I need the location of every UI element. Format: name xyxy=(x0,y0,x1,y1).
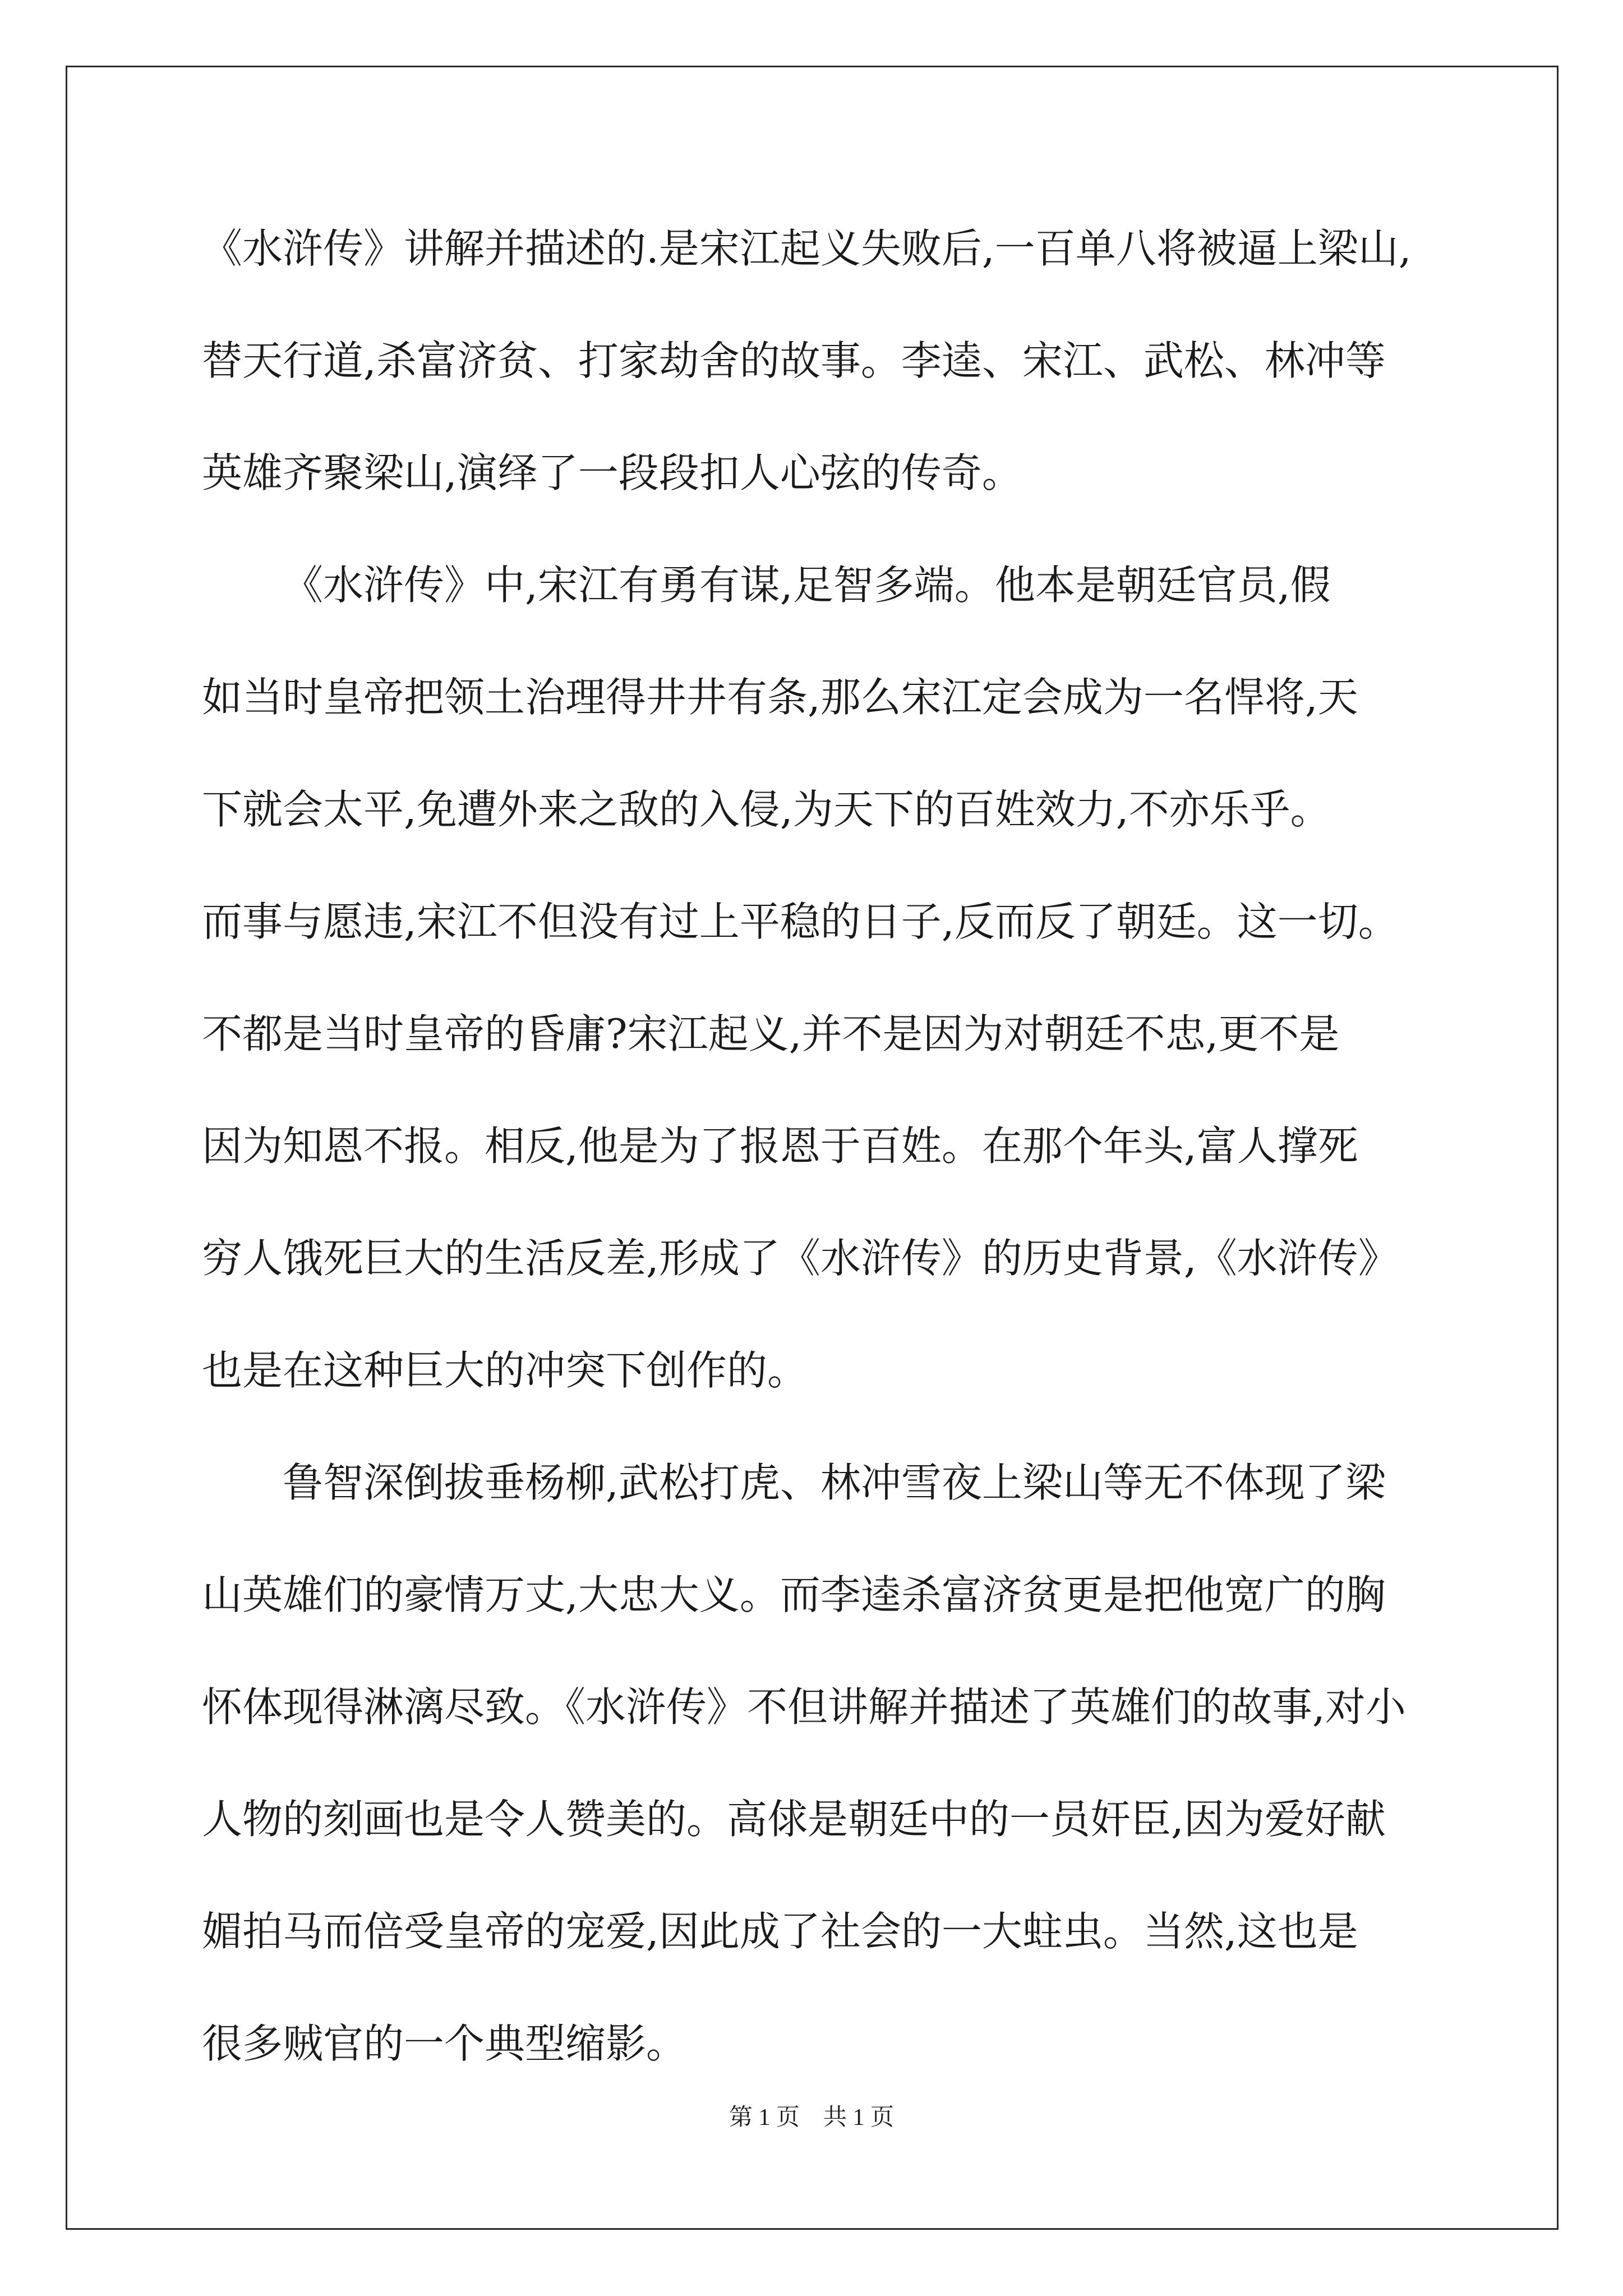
paragraph-2-line-5: 不都是当时皇帝的昏庸?宋江起义,并不是因为对朝廷不忠,更不是 xyxy=(202,1010,1340,1057)
paragraph-3-line-3: 怀体现得淋漓尽致。《水浒传》不但讲解并描述了英雄们的故事,对小 xyxy=(202,1683,1406,1731)
paragraph-1-line-3: 英雄齐聚梁山,演绎了一段段扣人心弦的传奇。 xyxy=(202,449,1022,496)
paragraph-1-line-1: 《水浒传》讲解并描述的.是宋江起义失败后,一百单八将被逼上梁山, xyxy=(202,225,1412,272)
paragraph-3-line-5: 媚拍马而倍受皇帝的宠爱,因此成了社会的一大蛀虫。当然,这也是 xyxy=(202,1908,1358,1955)
paragraph-2-line-4: 而事与愿违,宋江不但没有过上平稳的日子,反而反了朝廷。这一切。 xyxy=(202,898,1399,945)
paragraph-2-line-3: 下就会太平,免遭外来之敌的入侵,为天下的百姓效力,不亦乐乎。 xyxy=(202,786,1331,833)
paragraph-2-line-8: 也是在这种巨大的冲突下创作的。 xyxy=(202,1347,808,1394)
paragraph-2-line-2: 如当时皇帝把领土治理得井井有条,那么宋江定会成为一名悍将,天 xyxy=(202,674,1358,721)
paragraph-3-line-6: 很多贼官的一个典型缩影。 xyxy=(202,2020,687,2067)
paragraph-2-line-1: 《水浒传》中,宋江有勇有谋,足智多端。他本是朝廷官员,假 xyxy=(283,562,1331,609)
paragraph-2-line-6: 因为知恩不报。相反,他是为了报恩于百姓。在那个年头,富人撑死 xyxy=(202,1122,1358,1170)
paragraph-3-line-2: 山英雄们的豪情万丈,大忠大义。而李逵杀富济贫更是把他宽广的胸 xyxy=(202,1571,1386,1618)
paragraph-3-line-1: 鲁智深倒拔垂杨柳,武松打虎、林冲雪夜上梁山等无不体现了梁 xyxy=(283,1459,1386,1506)
paragraph-2-line-7: 穷人饿死巨大的生活反差,形成了《水浒传》的历史背景,《水浒传》 xyxy=(202,1235,1399,1282)
paragraph-3-line-4: 人物的刻画也是令人赞美的。高俅是朝廷中的一员奸臣,因为爱好献 xyxy=(202,1796,1386,1843)
page-number-footer: 第 1 页 共 1 页 xyxy=(728,2105,894,2131)
paragraph-1-line-2: 替天行道,杀富济贫、打家劫舍的故事。李逵、宋江、武松、林冲等 xyxy=(202,337,1386,384)
